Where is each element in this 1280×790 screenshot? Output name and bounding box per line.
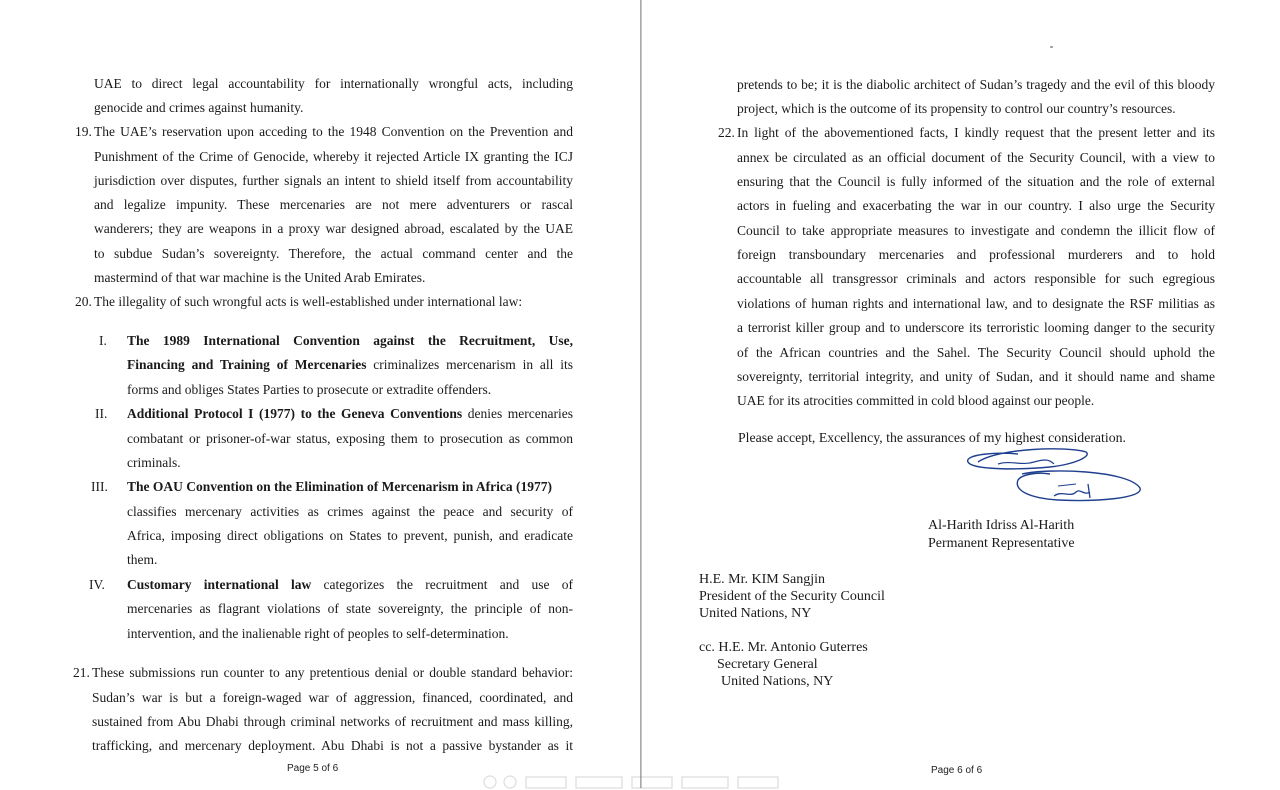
list-item-line: classifies mercenary activities as crimes against the peace and security of: [127, 504, 573, 519]
text-line: and legalize impunity. These mercenaries are not mere adventurers or rascal: [94, 197, 573, 212]
text-line: sustained from Abu Dhabi through criminal networks of recruitment and mass killing,: [92, 714, 573, 729]
text-line: jurisdiction over disputes, further signals an intent to shield itself from accountability: [94, 173, 573, 188]
text-span: denies mercenaries: [462, 406, 573, 421]
addressee-line: President of the Security Council: [699, 589, 885, 604]
text-line: trafficking, and mercenary deployment. Abu Dhabi is not a passive bystander as it: [92, 738, 573, 753]
text-line: The illegality of such wrongful acts is well-established under international law:: [94, 294, 523, 309]
signatory-name: Al-Harith Idriss Al-Harith: [928, 518, 1075, 533]
text-span: criminalizes mercenarism in all its: [366, 357, 573, 372]
text-line: UAE for its atrocities committed in cold blood against our people.: [737, 393, 1095, 408]
addressee-line: H.E. Mr. KIM Sangjin: [699, 572, 825, 587]
bold-citation: Additional Protocol I (1977) to the Geneva Conventions: [127, 406, 463, 421]
bold-citation: Financing and Training of Mercenaries: [127, 357, 367, 372]
list-item-line: forms and obliges States Parties to prosecute or extradite offenders.: [127, 382, 492, 397]
page-number: Page 5 of 6: [287, 763, 339, 774]
cc-line: United Nations, NY: [721, 674, 834, 689]
text-line: sovereignty, territorial integrity, and unity of Sudan, and it should name and shame: [737, 369, 1215, 384]
bold-citation: Customary international law: [127, 577, 312, 592]
scan-speck: [1050, 46, 1053, 48]
text-line: ensuring that the Council is fully informed of the situation and the role of external: [737, 174, 1215, 189]
text-line: pretends to be; it is the diabolic architect of Sudan’s tragedy and the evil of this bloody: [737, 77, 1215, 92]
text-line: Punishment of the Crime of Genocide, whereby it rejected Article IX granting the ICJ: [94, 149, 573, 164]
roman-numeral: III.: [91, 479, 108, 494]
text-line: actors in fueling and exacerbating the war in our country. I also urge the Security: [737, 198, 1215, 213]
text-line: The UAE’s reservation upon acceding to the 1948 Convention on the Prevention and: [94, 124, 573, 139]
signature-image: [958, 440, 1148, 510]
addressee-line: United Nations, NY: [699, 606, 812, 621]
text-line: wanderers; they are weapons in a proxy war designed abroad, escalated by the UAE: [94, 221, 573, 236]
text-line: accountable all transgressor criminals and actors responsible for such egregious: [737, 271, 1215, 286]
list-item-line: [127, 333, 573, 349]
paragraph-number: 21.: [73, 665, 90, 680]
list-item-line: mercenaries as flagrant violations of state sovereignty, the principle of non-: [127, 601, 573, 616]
list-item-line: [127, 406, 573, 422]
text-line: mastermind of that war machine is the United Arab Emirates.: [94, 270, 426, 285]
list-item-line: them.: [127, 552, 158, 567]
text-line: of the African countries and the Sahel. The Security Council should uphold the: [737, 345, 1215, 360]
list-item-line: [127, 577, 573, 593]
text-line: In light of the abovementioned facts, I kindly request that the present letter and its: [737, 125, 1215, 140]
closing-line: Please accept, Excellency, the assurances of my highest consideration.: [738, 430, 1126, 445]
page-number: Page 6 of 6: [931, 765, 983, 776]
cc-line: Secretary General: [717, 657, 818, 672]
text-line: Sudan’s war is but a foreign-waged war of aggression, financed, coordinated, and: [92, 690, 573, 705]
paragraph-number: 22.: [718, 125, 735, 140]
paragraph-number: 20.: [75, 294, 92, 309]
bold-citation: The 1989 International Convention against the Recruitment, Use,: [127, 333, 573, 348]
text-line: These submissions run counter to any pretentious denial or double standard behavior:: [92, 665, 573, 680]
document-page-left: [0, 0, 640, 788]
roman-numeral: I.: [99, 333, 107, 348]
text-line: Council to take appropriate measures to investigate and condemn the illicit flow of: [737, 223, 1215, 238]
list-item-line: [127, 479, 552, 495]
list-item-line: Africa, imposing direct obligations on States to prevent, punish, and eradicate: [127, 528, 573, 543]
text-line: project, which is the outcome of its propensity to control our country’s resources.: [737, 101, 1176, 116]
roman-numeral: IV.: [89, 577, 105, 592]
text-line: foreign transboundary mercenaries and professional murderers and to hold: [737, 247, 1215, 262]
text-line: violations of human rights and international law, and to designate the RSF militias as: [737, 296, 1215, 311]
document-page-right: [642, 0, 1280, 788]
text-line: a terrorist killer group and to underscore its terroristic looming danger to the security: [737, 320, 1215, 335]
text-line: annex be circulated as an official document of the Security Council, with a view to: [737, 150, 1215, 165]
list-item-line: combatant or prisoner-of-war status, exposing them to prosecution as common: [127, 431, 573, 446]
bold-citation: The OAU Convention on the Elimination of Mercenarism in Africa (1977): [127, 479, 552, 494]
roman-numeral: II.: [95, 406, 108, 421]
signatory-title: Permanent Representative: [928, 536, 1075, 551]
list-item-line: [127, 357, 573, 373]
text-line: UAE to direct legal accountability for internationally wrongful acts, including: [94, 76, 573, 91]
text-line: to subdue Sudan’s sovereignty. Therefore, the actual command center and the: [94, 246, 573, 261]
paragraph-number: 19.: [75, 124, 92, 139]
list-item-line: criminals.: [127, 455, 181, 470]
text-span: categorizes the recruitment and use of: [311, 577, 574, 592]
list-item-line: intervention, and the inalienable right of peoples to self-determination.: [127, 626, 509, 641]
cc-line: cc. H.E. Mr. Antonio Guterres: [699, 640, 868, 655]
text-line: genocide and crimes against humanity.: [94, 100, 304, 115]
